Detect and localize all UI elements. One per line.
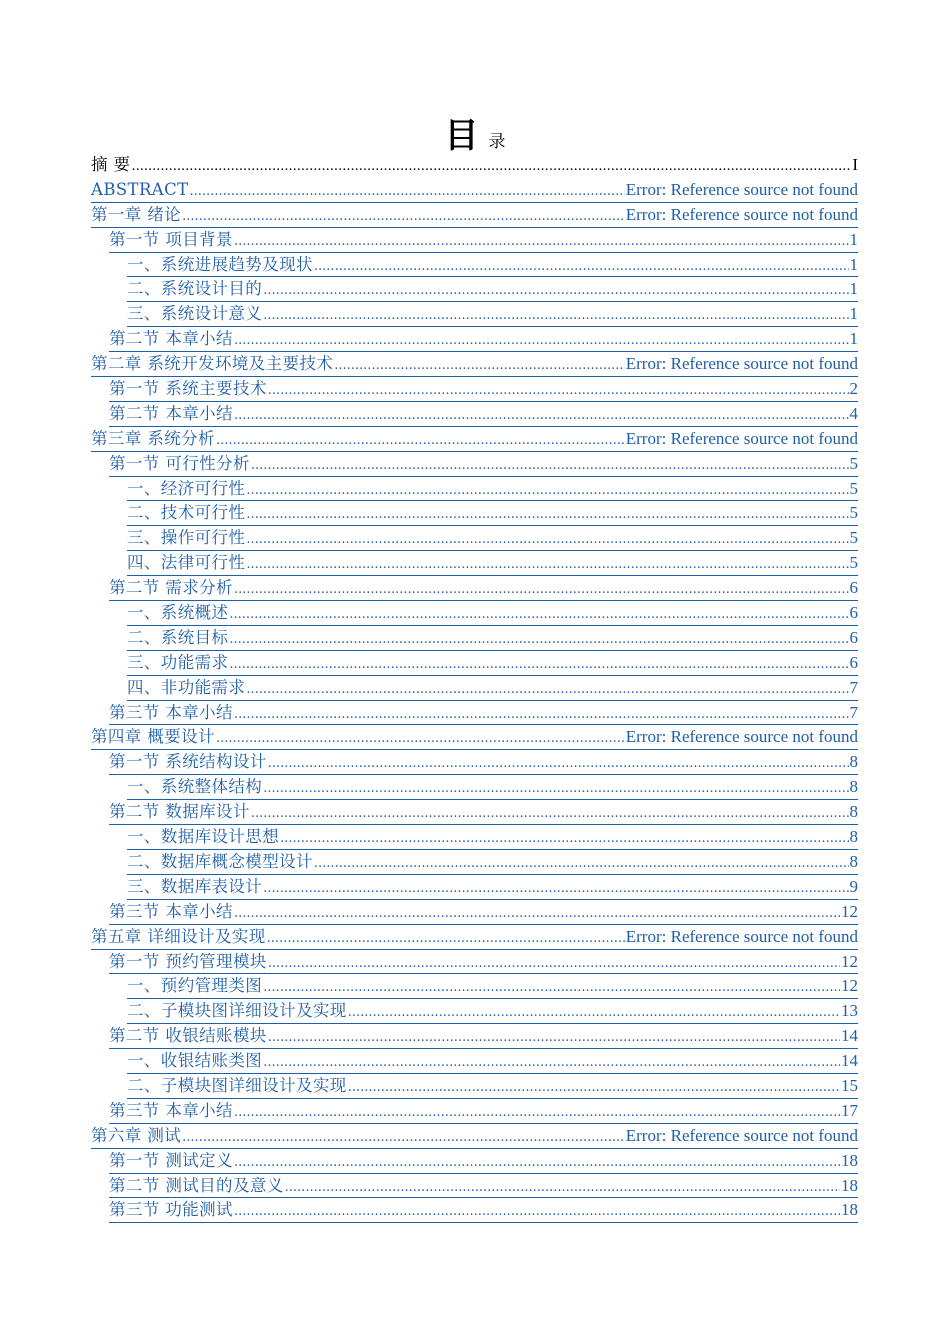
- toc-entry-label: 一、经济可行性: [127, 478, 246, 498]
- toc-entry[interactable]: [109, 1024, 858, 1049]
- toc-entry-label: 二、数据库概念模型设计: [127, 851, 313, 871]
- toc-entry-label: 第三章 系统分析: [91, 428, 215, 448]
- toc-entry[interactable]: [91, 925, 858, 950]
- toc-entry-label: 第三节 功能测试: [109, 1200, 233, 1220]
- toc-entry[interactable]: [109, 377, 858, 402]
- toc-entry[interactable]: [127, 999, 858, 1024]
- toc-dot-leader: [267, 927, 625, 952]
- toc-dot-leader: [234, 1200, 840, 1225]
- toc-entry-label: 三、数据库表设计: [127, 876, 263, 896]
- toc-dot-leader: [234, 404, 849, 429]
- toc-title-main: 目: [444, 116, 479, 156]
- toc-dot-leader: [131, 155, 851, 180]
- toc-dot-leader: [246, 678, 848, 703]
- toc-entry[interactable]: [109, 576, 858, 601]
- toc-entry-page: 18: [841, 1175, 858, 1195]
- toc-entry-label: 摘 要: [91, 155, 131, 174]
- toc-entry-page: 12: [841, 901, 858, 921]
- toc-entry[interactable]: [127, 974, 858, 999]
- toc-dot-leader: [234, 230, 849, 255]
- table-of-contents: [91, 153, 858, 1223]
- toc-entry-page: 6: [849, 627, 858, 647]
- toc-entry-label: 第一节 项目背景: [109, 229, 233, 249]
- toc-entry[interactable]: [127, 601, 858, 626]
- toc-entry-label: 一、系统概述: [127, 603, 229, 623]
- toc-entry-label: 第一章 绪论: [91, 204, 182, 224]
- toc-entry-page: 1: [849, 329, 858, 349]
- toc-dot-leader: [182, 1126, 625, 1151]
- toc-entry-label: 第二章 系统开发环境及主要技术: [91, 354, 334, 374]
- toc-entry-label: 四、法律可行性: [127, 553, 246, 573]
- toc-entry-page: 5: [849, 503, 858, 523]
- toc-entry-page: 17: [841, 1100, 858, 1120]
- toc-entry-page: 13: [841, 1001, 858, 1021]
- toc-entry[interactable]: [109, 900, 858, 925]
- toc-entry-label: 第一节 系统主要技术: [109, 379, 267, 399]
- toc-entry-label: 第五章 详细设计及实现: [91, 926, 266, 946]
- toc-entry-label: 四、非功能需求: [127, 677, 246, 697]
- toc-entry-page: Error: Reference source not found: [625, 354, 858, 374]
- toc-dot-leader: [251, 454, 849, 479]
- toc-entry[interactable]: [91, 1124, 858, 1149]
- toc-entry-label: 第二节 需求分析: [109, 578, 233, 598]
- toc-dot-leader: [229, 603, 848, 628]
- toc-entry[interactable]: [127, 526, 858, 551]
- toc-dot-leader: [268, 952, 840, 977]
- toc-entry-page: 12: [841, 951, 858, 971]
- toc-entry[interactable]: [91, 178, 858, 203]
- toc-entry-label: 第三节 本章小结: [109, 1100, 233, 1120]
- toc-entry[interactable]: [91, 427, 858, 452]
- toc-dot-leader: [334, 354, 625, 379]
- toc-dot-leader: [229, 653, 848, 678]
- toc-dot-leader: [246, 503, 848, 528]
- toc-entry-page: 5: [849, 528, 858, 548]
- toc-entry[interactable]: [109, 228, 858, 253]
- toc-entry-page: 5: [849, 553, 858, 573]
- toc-entry[interactable]: [91, 725, 858, 750]
- toc-dot-leader: [268, 379, 849, 404]
- toc-dot-leader: [263, 279, 848, 304]
- toc-entry-label: 二、子模块图详细设计及实现: [127, 1075, 347, 1095]
- toc-entry[interactable]: [127, 1074, 858, 1099]
- toc-entry[interactable]: [109, 327, 858, 352]
- toc-dot-leader: [263, 777, 848, 802]
- toc-entry-label: 一、预约管理类图: [127, 976, 263, 996]
- toc-dot-leader: [234, 329, 849, 354]
- toc-dot-leader: [251, 802, 849, 827]
- toc-entry-page: 5: [849, 478, 858, 498]
- toc-entry[interactable]: [109, 1198, 858, 1223]
- toc-dot-leader: [263, 304, 848, 329]
- toc-entry[interactable]: [127, 825, 858, 850]
- toc-dot-leader: [190, 180, 625, 205]
- toc-entry-page: 8: [849, 752, 858, 772]
- toc-entry[interactable]: [127, 850, 858, 875]
- toc-entry-label: 三、操作可行性: [127, 528, 246, 548]
- toc-entry[interactable]: [109, 452, 858, 477]
- toc-entry-page: Error: Reference source not found: [625, 926, 858, 946]
- toc-dot-leader: [268, 752, 849, 777]
- toc-entry[interactable]: [127, 477, 858, 502]
- toc-entry-page: 8: [849, 802, 858, 822]
- toc-entry-label: 二、系统设计目的: [127, 279, 263, 299]
- toc-dot-leader: [182, 205, 625, 230]
- toc-entry-label: 第二节 本章小结: [109, 329, 233, 349]
- toc-dot-leader: [348, 1001, 840, 1026]
- toc-entry-label: 一、收银结账类图: [127, 1051, 263, 1071]
- toc-entry-page: 18: [841, 1200, 858, 1220]
- toc-entry[interactable]: [127, 1049, 858, 1074]
- toc-entry-page: 1: [849, 279, 858, 299]
- toc-entry-page: 4: [849, 403, 858, 423]
- toc-entry[interactable]: [109, 1174, 858, 1199]
- toc-entry-page: Error: Reference source not found: [625, 204, 858, 224]
- toc-entry-page: Error: Reference source not found: [625, 727, 858, 747]
- toc-entry-page: I: [852, 155, 858, 174]
- toc-entry[interactable]: [127, 302, 858, 327]
- toc-dot-leader: [314, 255, 849, 280]
- toc-entry-page: 18: [841, 1150, 858, 1170]
- toc-entry-page: 12: [841, 976, 858, 996]
- toc-entry[interactable]: [127, 676, 858, 701]
- toc-entry-label: 第二节 测试目的及意义: [109, 1175, 284, 1195]
- toc-entry[interactable]: [127, 775, 858, 800]
- toc-entry-page: 2: [849, 379, 858, 399]
- toc-entry[interactable]: [109, 1149, 858, 1174]
- toc-dot-leader: [246, 479, 848, 504]
- toc-entry-page: Error: Reference source not found: [625, 179, 858, 199]
- toc-entry-page: 6: [849, 652, 858, 672]
- toc-entry[interactable]: [109, 1099, 858, 1124]
- toc-entry[interactable]: [127, 551, 858, 576]
- toc-dot-leader: [216, 429, 625, 454]
- toc-entry-page: 6: [849, 578, 858, 598]
- toc-entry[interactable]: [127, 277, 858, 302]
- toc-entry[interactable]: [109, 701, 858, 726]
- toc-dot-leader: [268, 1026, 840, 1051]
- toc-title-secondary: 录: [488, 132, 506, 152]
- toc-entry-label: 第一节 预约管理模块: [109, 951, 267, 971]
- toc-dot-leader: [246, 553, 848, 578]
- toc-entry-label: 第二节 本章小结: [109, 403, 233, 423]
- toc-entry-label: 二、技术可行性: [127, 503, 246, 523]
- toc-entry[interactable]: [127, 253, 858, 278]
- toc-entry[interactable]: [109, 800, 858, 825]
- toc-entry[interactable]: [127, 501, 858, 526]
- toc-dot-leader: [234, 1101, 840, 1126]
- toc-entry-page: 14: [841, 1051, 858, 1071]
- toc-entry-page: 7: [849, 677, 858, 697]
- toc-dot-leader: [280, 827, 848, 852]
- toc-dot-leader: [234, 902, 840, 927]
- toc-entry-label: 第一节 测试定义: [109, 1150, 233, 1170]
- toc-entry-page: 5: [849, 453, 858, 473]
- toc-entry-label: 二、系统目标: [127, 627, 229, 647]
- toc-entry-label: 第六章 测试: [91, 1125, 182, 1145]
- toc-dot-leader: [263, 1051, 840, 1076]
- toc-entry-label: 一、系统整体结构: [127, 777, 263, 797]
- toc-entry-label: 三、系统设计意义: [127, 304, 263, 324]
- toc-entry-page: 14: [841, 1026, 858, 1046]
- toc-entry-page: 7: [849, 702, 858, 722]
- toc-dot-leader: [263, 877, 848, 902]
- toc-dot-leader: [234, 578, 849, 603]
- toc-dot-leader: [216, 727, 625, 752]
- toc-entry-label: 二、子模块图详细设计及实现: [127, 1001, 347, 1021]
- toc-entry-page: 8: [849, 827, 858, 847]
- toc-entry-page: 8: [849, 851, 858, 871]
- toc-entry[interactable]: [91, 203, 858, 228]
- toc-entry-page: 1: [849, 229, 858, 249]
- toc-entry[interactable]: [127, 875, 858, 900]
- toc-dot-leader: [234, 703, 849, 728]
- toc-entry-label: 一、数据库设计思想: [127, 827, 280, 847]
- toc-dot-leader: [314, 852, 849, 877]
- toc-entry-page: 6: [849, 603, 858, 623]
- toc-entry-label: 第二节 收银结账模块: [109, 1026, 267, 1046]
- toc-entry-label: 第二节 数据库设计: [109, 802, 250, 822]
- toc-dot-leader: [234, 1151, 840, 1176]
- toc-entry-label: 一、系统进展趋势及现状: [127, 254, 313, 274]
- toc-entry-label: 三、功能需求: [127, 652, 229, 672]
- toc-entry-page: 1: [849, 254, 858, 274]
- toc-entry-page: Error: Reference source not found: [625, 428, 858, 448]
- toc-dot-leader: [285, 1176, 840, 1201]
- toc-entry-page: Error: Reference source not found: [625, 1125, 858, 1145]
- toc-entry[interactable]: [91, 352, 858, 377]
- toc-entry-label: 第三节 本章小结: [109, 702, 233, 722]
- toc-entry[interactable]: [127, 626, 858, 651]
- toc-dot-leader: [348, 1076, 840, 1101]
- toc-entry[interactable]: [109, 950, 858, 975]
- toc-entry-page: 9: [849, 876, 858, 896]
- toc-dot-leader: [263, 976, 840, 1001]
- toc-dot-leader: [229, 628, 848, 653]
- toc-entry-page: 15: [841, 1075, 858, 1095]
- toc-entry-label: 第三节 本章小结: [109, 901, 233, 921]
- toc-entry-label: 第四章 概要设计: [91, 727, 215, 747]
- toc-entry-label: 第一节 可行性分析: [109, 453, 250, 473]
- toc-entry[interactable]: [109, 750, 858, 775]
- toc-title: [0, 108, 950, 157]
- toc-entry-label: ABSTRACT: [91, 179, 189, 199]
- toc-entry[interactable]: [127, 651, 858, 676]
- toc-entry-page: 8: [849, 777, 858, 797]
- toc-entry-label: 第一节 系统结构设计: [109, 752, 267, 772]
- toc-entry: [91, 153, 858, 178]
- toc-entry[interactable]: [109, 402, 858, 427]
- toc-dot-leader: [246, 528, 848, 553]
- toc-entry-page: 1: [849, 304, 858, 324]
